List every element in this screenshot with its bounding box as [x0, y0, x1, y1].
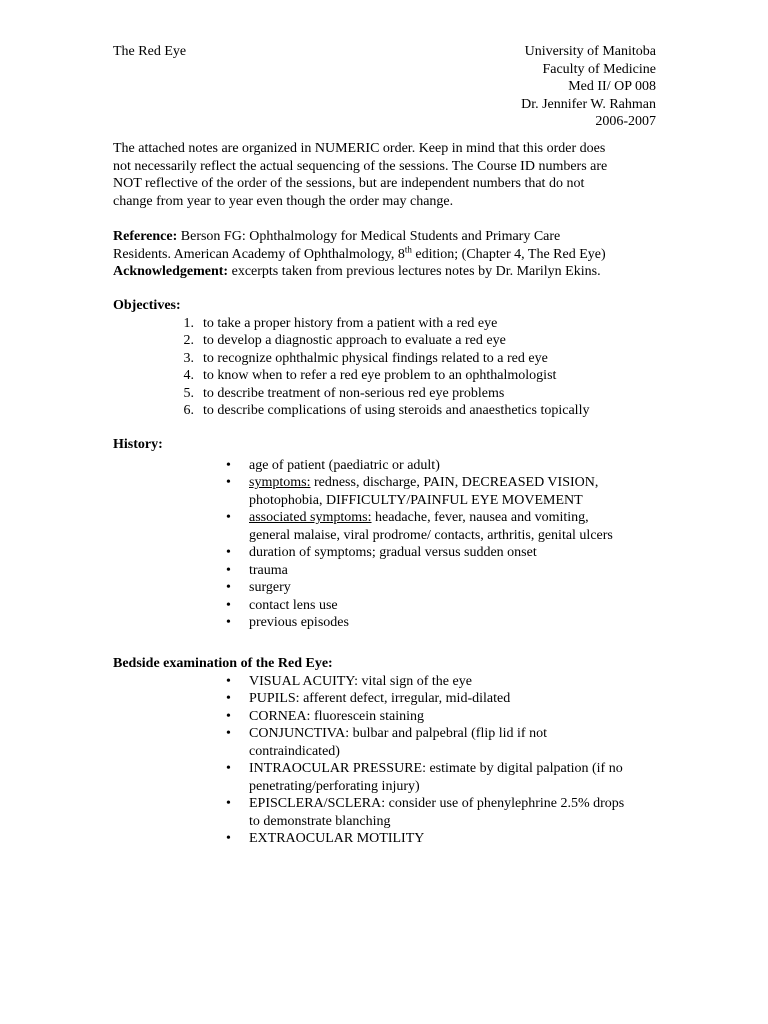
item-number: 2. [183, 333, 194, 348]
university-name: University of Manitoba [524, 44, 656, 59]
list-item [113, 457, 658, 475]
item-text: penetrating/perforating injury) [249, 778, 420, 794]
item-text: EXTRAOCULAR MOTILITY [249, 831, 425, 846]
item-text: to describe complications of using steroids and anaesthetics topically [203, 403, 590, 418]
item-number: 6. [183, 403, 194, 418]
list-item [113, 332, 658, 350]
history-list [113, 457, 658, 632]
bedside-exam-section [113, 655, 658, 848]
academic-year: 2006-2007 [595, 114, 656, 129]
edition-superscript: th [404, 243, 412, 254]
item-text: headache, fever, nausea and vomiting, [371, 510, 589, 525]
bullet-icon: • [226, 726, 231, 741]
bullet-icon: • [226, 475, 231, 490]
reference-line-2 [113, 243, 658, 264]
list-item [113, 597, 658, 615]
list-item [113, 579, 658, 597]
bullet-icon: • [226, 708, 231, 724]
item-text: to describe treatment of non-serious red eye problems [203, 385, 505, 401]
list-item [113, 562, 658, 580]
reference-section [113, 228, 658, 281]
item-text: age of patient (paediatric or adult) [249, 457, 440, 473]
list-item [113, 708, 658, 726]
bedside-list [113, 673, 658, 848]
bullet-icon: • [226, 562, 231, 578]
course-code: Med II/ OP 008 [568, 79, 656, 94]
item-text: to take a proper history from a patient with a red eye [203, 315, 498, 331]
bullet-icon: • [226, 545, 231, 560]
list-item [113, 509, 658, 544]
acknowledgement-line [113, 263, 658, 281]
item-text: CORNEA: fluorescein staining [249, 708, 424, 724]
bullet-icon: • [226, 831, 231, 846]
item-number: 1. [183, 315, 194, 331]
list-item [113, 830, 658, 848]
bullet-icon: • [226, 673, 231, 689]
item-text: to demonstrate blanching [249, 813, 391, 829]
reference-text: Berson FG: Ophthalmology for Medical Students and Primary Care [177, 229, 561, 244]
item-text: CONJUNCTIVA: bulbar and palpebral (flip lid if not [249, 726, 547, 741]
document-title: The Red Eye [113, 44, 187, 59]
list-item [113, 367, 658, 385]
bullet-icon: • [226, 615, 231, 630]
list-item [113, 795, 658, 830]
reference-line-1 [113, 228, 658, 246]
intro-paragraph [113, 140, 658, 210]
bullet-icon: • [226, 580, 231, 595]
list-item [113, 673, 658, 691]
history-section [113, 436, 658, 632]
intro-line: change from year to year even though the order may change. [113, 193, 454, 209]
reference-label: Reference: [113, 229, 178, 244]
bedside-heading: Bedside examination of the Red Eye: [113, 656, 333, 671]
item-label: associated symptoms: [249, 510, 372, 525]
intro-line: not necessarily reflect the actual sequencing of the sessions. The Course ID numbers are [113, 158, 608, 174]
bullet-icon: • [226, 510, 231, 525]
item-text: previous episodes [249, 615, 349, 630]
item-text: contact lens use [249, 597, 338, 613]
list-item [113, 614, 658, 632]
header-info [521, 43, 656, 131]
reference-text: Residents. American Academy of Ophthalmology, 8 [113, 246, 405, 262]
objectives-list [113, 315, 658, 420]
list-item [113, 385, 658, 403]
item-label: symptoms: [249, 475, 311, 490]
item-number: 4. [183, 368, 194, 383]
item-text: duration of symptoms; gradual versus sudden onset [249, 545, 537, 560]
item-text: general malaise, viral prodrome/ contacts, arthritis, genital ulcers [249, 527, 613, 543]
item-number: 5. [183, 385, 194, 401]
bullet-icon: • [226, 457, 231, 473]
faculty-name: Faculty of Medicine [542, 61, 656, 77]
acknowledgement-text: excerpts taken from previous lectures notes by Dr. Marilyn Ekins. [228, 264, 601, 279]
objectives-heading: Objectives: [113, 298, 181, 313]
bullet-icon: • [226, 597, 231, 613]
item-text: PUPILS: afferent defect, irregular, mid-dilated [249, 691, 511, 706]
list-item [113, 544, 658, 562]
item-text: surgery [249, 580, 291, 595]
bullet-icon: • [226, 796, 231, 811]
objectives-section [113, 297, 658, 420]
item-text: trauma [249, 562, 288, 578]
intro-line: NOT reflective of the order of the sessions, but are independent numbers that do not [113, 176, 585, 191]
list-item [113, 725, 658, 760]
item-text: to develop a diagnostic approach to evaluate a red eye [203, 333, 506, 348]
bullet-icon: • [226, 691, 231, 706]
author-name: Dr. Jennifer W. Rahman [521, 96, 656, 112]
intro-line: The attached notes are organized in NUMERIC order. Keep in mind that this order does [113, 141, 606, 156]
item-text: contraindicated) [249, 743, 340, 759]
list-item [113, 760, 658, 795]
item-text: EPISCLERA/SCLERA: consider use of phenylephrine 2.5% drops [249, 796, 625, 811]
item-text: to know when to refer a red eye problem to an ophthalmologist [203, 368, 557, 383]
acknowledgement-label: Acknowledgement: [113, 264, 229, 279]
list-item [113, 350, 658, 368]
list-item [113, 315, 658, 333]
reference-text: edition; (Chapter 4, The Red Eye) [411, 246, 606, 262]
item-text: redness, discharge, PAIN, DECREASED VISION, [310, 475, 599, 490]
item-number: 3. [183, 350, 194, 366]
item-text: photophobia, DIFFICULTY/PAINFUL EYE MOVEMENT [249, 492, 583, 508]
list-item [113, 402, 658, 420]
item-text: INTRAOCULAR PRESSURE: estimate by digital palpation (if no [249, 761, 623, 776]
list-item [113, 690, 658, 708]
item-text: to recognize ophthalmic physical findings related to a red eye [203, 350, 548, 366]
history-heading: History: [113, 437, 163, 452]
list-item [113, 474, 658, 509]
bullet-icon: • [226, 761, 231, 776]
item-text: VISUAL ACUITY: vital sign of the eye [249, 673, 472, 689]
